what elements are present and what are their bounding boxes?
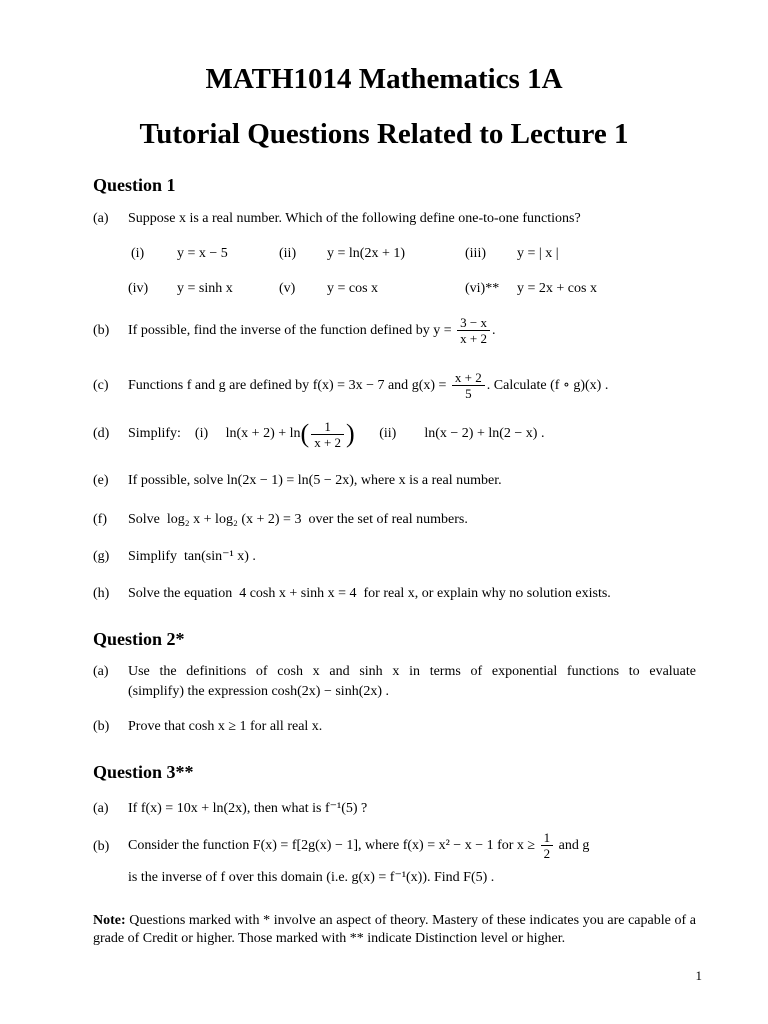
q2a-line2: (simplify) the expression cosh(2x) − sinh(2x) . <box>128 684 390 699</box>
q3b-intro: Consider the function F(x) = f[2g(x) − 1], where f(x) = x² − x − 1 for x ≥ <box>128 838 536 853</box>
q3b-fraction <box>541 830 554 861</box>
q1d-ii-label: (ii) <box>379 426 397 442</box>
q1d-fraction <box>311 419 344 450</box>
q1d-text <box>128 414 544 454</box>
q1d-numerator: 1 <box>311 419 344 435</box>
q1d-label: (d) <box>93 426 110 441</box>
q1a-text: Suppose x is a real number. Which of the following define one-to-one functions? <box>128 211 581 226</box>
q1b-question: If possible, find the inverse of the function defined by <box>128 323 430 338</box>
q1d-i-expr: ln(x + 2) + ln <box>225 426 301 442</box>
q1g-intro: Simplify <box>128 549 178 564</box>
q2a-line1: Use the definitions of cosh x and sinh x in terms of exponential functions to evaluate <box>128 664 696 679</box>
q1f-tail: over the set of real numbers. <box>308 512 468 527</box>
q1f-expr: log₂ x + log₂ (x + 2) = 3 <box>166 512 302 527</box>
q1b-tail: . <box>491 323 496 338</box>
q1c-calc: . Calculate <box>486 378 547 393</box>
q3b-label: (b) <box>93 839 110 854</box>
q1a-iii-label: (iii) <box>465 246 486 261</box>
q1f-intro: Solve <box>128 512 160 527</box>
q1b-numerator: 3 − x <box>457 315 490 331</box>
q1c-denominator: 5 <box>465 386 472 402</box>
q1d-right-paren: ) <box>346 419 355 448</box>
q1c-intro: Functions f and g are defined by <box>128 378 310 393</box>
q1c-label: (c) <box>93 378 109 393</box>
q1g-label: (g) <box>93 549 110 564</box>
q1e-label: (e) <box>93 473 109 488</box>
q1a-ii-expr: y = ln(2x + 1) <box>327 246 406 261</box>
q1e-tail: , where x is a real number. <box>353 473 502 488</box>
q1a-iv-label: (iv) <box>128 281 149 296</box>
note-paragraph <box>93 912 696 948</box>
q1a-i-expr: y = x − 5 <box>177 246 228 261</box>
q1e-expr: ln(2x − 1) = ln(5 − 2x) <box>226 473 354 488</box>
page-number: 1 <box>695 968 702 983</box>
q3b-numerator: 1 <box>541 830 554 846</box>
q1h-expr: 4 cosh x + sinh x = 4 <box>239 586 357 601</box>
q1a-i-label: (i) <box>131 246 145 261</box>
q1b-label: (b) <box>93 323 110 338</box>
q1h-text <box>128 585 611 603</box>
q1h-intro: Solve the equation <box>128 586 233 601</box>
q1a-iii-expr: y = | x | <box>517 246 559 261</box>
q1c-g-def: g(x) = <box>411 378 447 393</box>
q3a-label: (a) <box>93 801 109 816</box>
q3a-text: If f(x) = 10x + ln(2x), then what is f⁻¹(5) ? <box>128 801 368 816</box>
q1b-text <box>128 312 495 350</box>
question-2-heading: Question 2* <box>93 629 185 649</box>
q1a-iv-expr: y = sinh x <box>177 281 233 296</box>
q1d-left-paren: ( <box>300 419 310 448</box>
q1b-denominator: x + 2 <box>460 331 487 347</box>
q1h-tail: for real x, or explain why no solution exists. <box>363 586 611 601</box>
q1a-vi-expr: y = 2x + cos x <box>517 281 597 296</box>
q2a-label: (a) <box>93 664 109 679</box>
q1d-simplify: Simplify: <box>128 426 181 442</box>
note-label: Note: <box>93 913 126 928</box>
q1c-composition: (f ∘ g)(x) . <box>550 378 609 393</box>
q1d-denominator: x + 2 <box>314 434 342 450</box>
q1f-text <box>128 511 468 529</box>
q1c-numerator: x + 2 <box>452 370 485 386</box>
question-3-heading: Question 3** <box>93 762 194 782</box>
q1a-v-expr: y = cos x <box>327 281 379 296</box>
q1d-i-label: (i) <box>194 426 209 442</box>
q1c-fraction <box>452 370 485 401</box>
document-subtitle: Tutorial Questions Related to Lecture 1 <box>139 118 629 150</box>
q1b-fraction <box>457 315 490 346</box>
q1h-label: (h) <box>93 586 110 601</box>
q1c-f-def: f(x) = 3x − 7 <box>312 378 385 393</box>
q3b-tail: and g <box>558 838 590 853</box>
q2b-text: Prove that cosh x ≥ 1 for all real x. <box>128 719 323 734</box>
q1e-intro: If possible, solve <box>128 473 224 488</box>
q1a-label: (a) <box>93 211 109 226</box>
q1g-expr: tan(sin⁻¹ x) . <box>184 549 256 564</box>
q1c-text <box>128 367 608 405</box>
q1c-and: and <box>387 378 409 393</box>
document-title: MATH1014 Mathematics 1A <box>205 63 563 95</box>
q1a-vi-label: (vi)** <box>465 281 500 296</box>
q2b-label: (b) <box>93 719 110 734</box>
q3b-denominator: 2 <box>543 846 551 862</box>
q1b-lhs: y = <box>433 323 452 338</box>
q1d-ii-expr: ln(x − 2) + ln(2 − x) . <box>424 426 545 442</box>
q3b-line1 <box>128 827 696 865</box>
note-text: Questions marked with * involve an aspect of theory. Mastery of these indicates you are capable of a grade of Credit or higher. Those marked with ** indicate Distinction level or higher. <box>93 913 696 946</box>
q1e-text <box>128 472 502 490</box>
q3b-line2: is the inverse of f over this domain (i.e. g(x) = f⁻¹(x)). Find F(5) . <box>128 870 495 885</box>
q1a-v-label: (v) <box>279 281 296 296</box>
q1g-text <box>128 548 256 566</box>
question-1-heading: Question 1 <box>93 175 176 195</box>
q1a-ii-label: (ii) <box>279 246 297 261</box>
q1f-label: (f) <box>93 512 107 527</box>
